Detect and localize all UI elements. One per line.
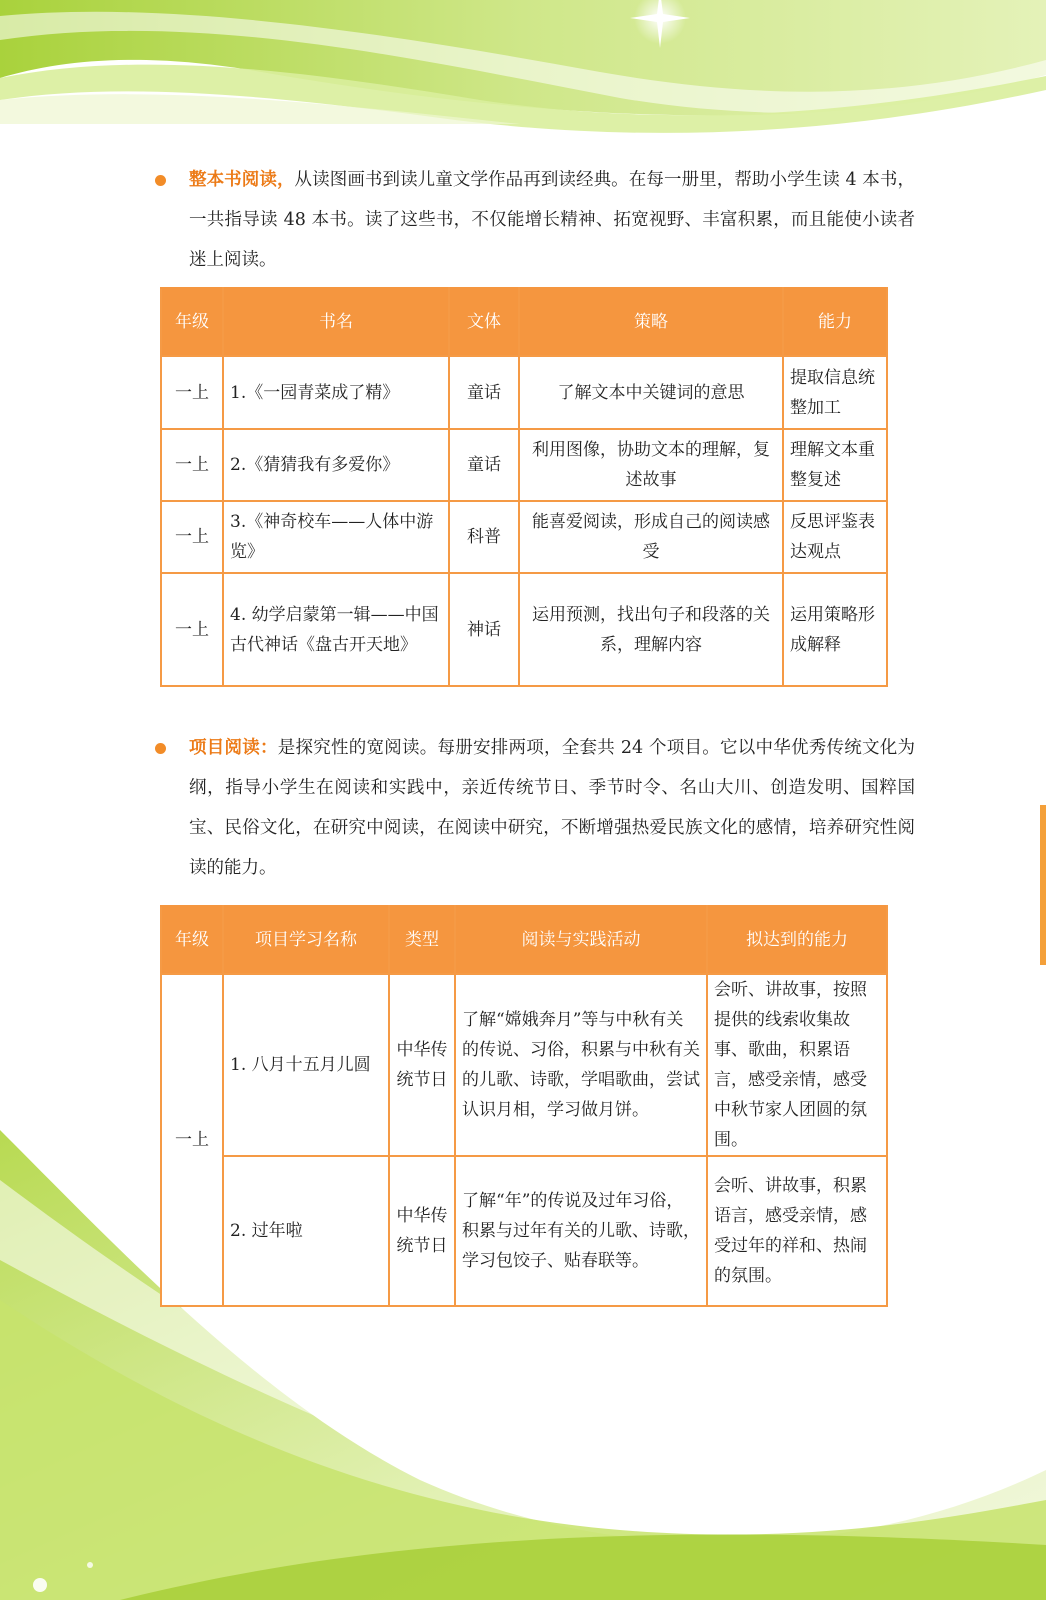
cell-project-name: 2. 过年啦 <box>223 1156 389 1306</box>
table-row <box>161 429 887 501</box>
header-ability: 能力 <box>783 288 887 356</box>
header-project-name: 项目学习名称 <box>223 906 389 974</box>
cell-project-name: 1. 八月十五月儿圆 <box>223 974 389 1156</box>
table-row <box>161 573 887 686</box>
cell-grade: 一上 <box>161 573 223 686</box>
cell-type: 中华传统节日 <box>389 974 455 1156</box>
cell-activities: 了解“嫦娥奔月”等与中秋有关的传说、习俗，积累与中秋有关的儿歌、诗歌，学唱歌曲，尝试认识月相，学习做月饼。 <box>455 974 707 1156</box>
cell-ability: 反思评鉴表达观点 <box>783 501 887 573</box>
bullet-dot <box>155 743 166 754</box>
section-project-reading <box>155 728 915 888</box>
section-whole-book-reading <box>155 160 915 280</box>
cell-ability: 提取信息统整加工 <box>783 356 887 429</box>
book-reading-table <box>160 287 888 687</box>
cell-book-title: 2.《猜猜我有多爱你》 <box>223 429 449 501</box>
header-strategy: 策略 <box>519 288 783 356</box>
table-header-row <box>161 906 887 974</box>
cell-strategy: 运用预测，找出句子和段落的关系，理解内容 <box>519 573 783 686</box>
header-book-title: 书名 <box>223 288 449 356</box>
header-grade: 年级 <box>161 906 223 974</box>
cell-genre: 童话 <box>449 356 519 429</box>
cell-target-ability: 会听、讲故事，积累语言，感受亲情，感受过年的祥和、热闹的氛围。 <box>707 1156 887 1306</box>
project-reading-table <box>160 905 888 1307</box>
table-row <box>161 356 887 429</box>
cell-target-ability: 会听、讲故事，按照提供的线索收集故事、歌曲，积累语言，感受亲情，感受中秋节家人团圆的氛围。 <box>707 974 887 1156</box>
section-body: 从读图画书到读儿童文学作品再到读经典。在每一册里，帮助小学生读 4 本书，一共指导读 48 本书。读了这些书，不仅能增长精神、拓宽视野、丰富积累，而且能使小读者迷上阅读。 <box>189 170 915 270</box>
cell-ability: 运用策略形成解释 <box>783 573 887 686</box>
cell-grade: 一上 <box>161 429 223 501</box>
page-edge-tab <box>1040 805 1046 965</box>
cell-strategy: 了解文本中关键词的意思 <box>519 356 783 429</box>
table-header-row <box>161 288 887 356</box>
cell-grade: 一上 <box>161 974 223 1306</box>
cell-ability: 理解文本重整复述 <box>783 429 887 501</box>
section-lead: 项目阅读： <box>189 738 278 758</box>
cell-strategy: 利用图像，协助文本的理解，复述故事 <box>519 429 783 501</box>
table-row <box>161 974 887 1156</box>
header-genre: 文体 <box>449 288 519 356</box>
cell-genre: 童话 <box>449 429 519 501</box>
paragraph-text <box>189 160 915 280</box>
cell-book-title: 1.《一园青菜成了精》 <box>223 356 449 429</box>
cell-strategy: 能喜爱阅读，形成自己的阅读感受 <box>519 501 783 573</box>
section-body: 是探究性的宽阅读。每册安排两项，全套共 24 个项目。它以中华优秀传统文化为纲，指导小学生在阅读和实践中，亲近传统节日、季节时令、名山大川、创造发明、国粹国宝、民俗文化，在研究中阅读，在阅读中研究，不断增强热爱民族文化的感情，培养研究性阅读的能力。 <box>189 738 915 878</box>
bullet-dot <box>155 175 166 186</box>
header-activities: 阅读与实践活动 <box>455 906 707 974</box>
table-row <box>161 1156 887 1306</box>
section-lead: 整本书阅读， <box>189 170 295 190</box>
paragraph-text <box>189 728 915 888</box>
cell-book-title: 4. 幼学启蒙第一辑——中国古代神话《盘古开天地》 <box>223 573 449 686</box>
table-row <box>161 501 887 573</box>
cell-genre: 神话 <box>449 573 519 686</box>
cell-grade: 一上 <box>161 501 223 573</box>
cell-activities: 了解“年”的传说及过年习俗，积累与过年有关的儿歌、诗歌，学习包饺子、贴春联等。 <box>455 1156 707 1306</box>
header-target-ability: 拟达到的能力 <box>707 906 887 974</box>
cell-grade: 一上 <box>161 356 223 429</box>
header-grade: 年级 <box>161 288 223 356</box>
cell-type: 中华传统节日 <box>389 1156 455 1306</box>
header-type: 类型 <box>389 906 455 974</box>
cell-book-title: 3.《神奇校车——人体中游览》 <box>223 501 449 573</box>
cell-genre: 科普 <box>449 501 519 573</box>
